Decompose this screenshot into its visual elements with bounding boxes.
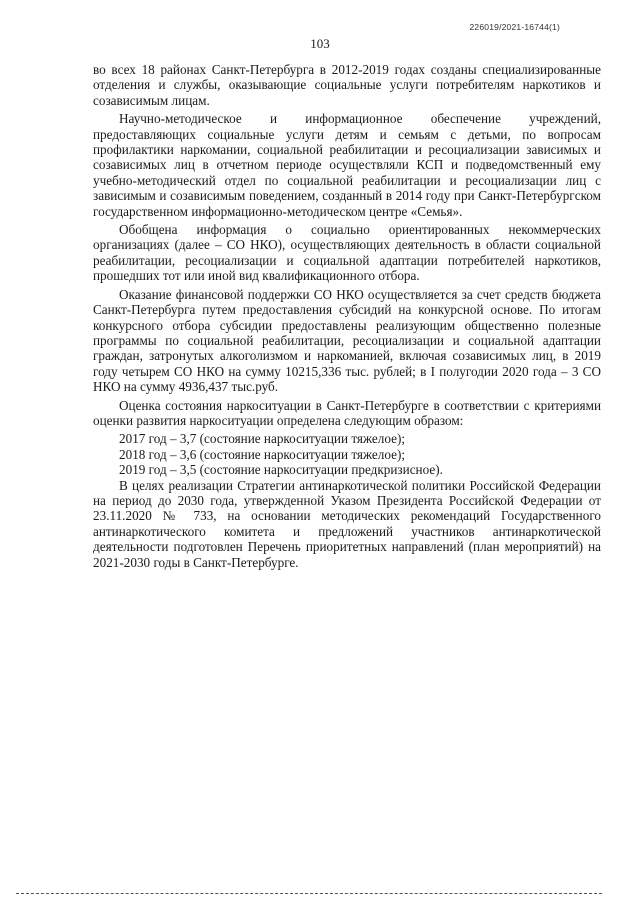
paragraph-financial-support: Оказание финансовой поддержки СО НКО осуществляется за счет средств бюджета Санкт-Петербурга путем предоставления субсидий на конкурсной основе. По итогам конкурсного отбора субсидии предоставлены реализующим общественно полезные программы по социальной реабилитации, ресоциализации и социальной адаптации граждан, затронутых алкоголизмом и наркоманией, включая созависимых лиц, в 2019 году четырем СО НКО на сумму 10215,336 тыс. рублей; в I полугодии 2020 года – 3 СО НКО на сумму 4936,437 тыс.руб. <box>93 286 601 395</box>
paragraph-drug-situation-assessment: Оценка состояния наркоситуации в Санкт-Петербурге в соответствии с критериями оценки развития наркоситуации определена следующим образом: <box>93 397 601 428</box>
document-body <box>93 62 601 573</box>
year-assessment-2018: 2018 год – 3,6 (состояние наркоситуации тяжелое); <box>119 446 406 462</box>
document-registration-number: 226019/2021-16744(1) <box>469 22 560 32</box>
paragraph-nko-information: Обобщена информация о социально ориентированных некоммерческих организациях (далее – СО НКО), осуществляющих деятельность в области социальной реабилитации, ресоциализации и социальной адаптации потребителей наркотиков, прошедших тот или иной вид квалификационного отбора. <box>93 222 601 284</box>
paragraph-continuation: во всех 18 районах Санкт-Петербурга в 2012-2019 годах созданы специализированные отделения и службы, оказывающие социальные услуги потребителям наркотиков и созависимым лицам. <box>93 62 601 108</box>
paragraph-strategy-implementation: В целях реализации Стратегии антинаркотической политики Российской Федерации на период до 2030 года, утвержденной Указом Президента Российской Федерации от 23.11.2020 № 733, на основании методических рекомендаций Государственного антинаркотического комитета и предложений участников антинаркотической деятельности подготовлен Перечень приоритетных направлений (план мероприятий) на 2021-2030 годы в Санкт-Петербурге. <box>93 477 601 570</box>
page-number: 103 <box>310 36 330 51</box>
year-assessment-2019: 2019 год – 3,5 (состояние наркоситуации предкризисное). <box>119 462 443 478</box>
year-assessment-2017: 2017 год – 3,7 (состояние наркоситуации тяжелое); <box>119 431 406 447</box>
bottom-scan-line <box>16 893 602 894</box>
paragraph-methodological-support: Научно-методическое и информационное обеспечение учреждений, предоставляющих социальные услуги детям и семьям с детьми, по вопросам профилактики наркомании, социальной реабилитации и ресоциализации зависимых и созависимых лиц в отчетном периоде осуществляли КСП и подведомственный ему учебно-методический отдел по социальной реабилитации и ресоциализации лиц с зависимым и созависимым поведением, созданный в 2014 году при Санкт-Петербургском государственном информационно-методическом центре «Семья». <box>93 111 601 219</box>
